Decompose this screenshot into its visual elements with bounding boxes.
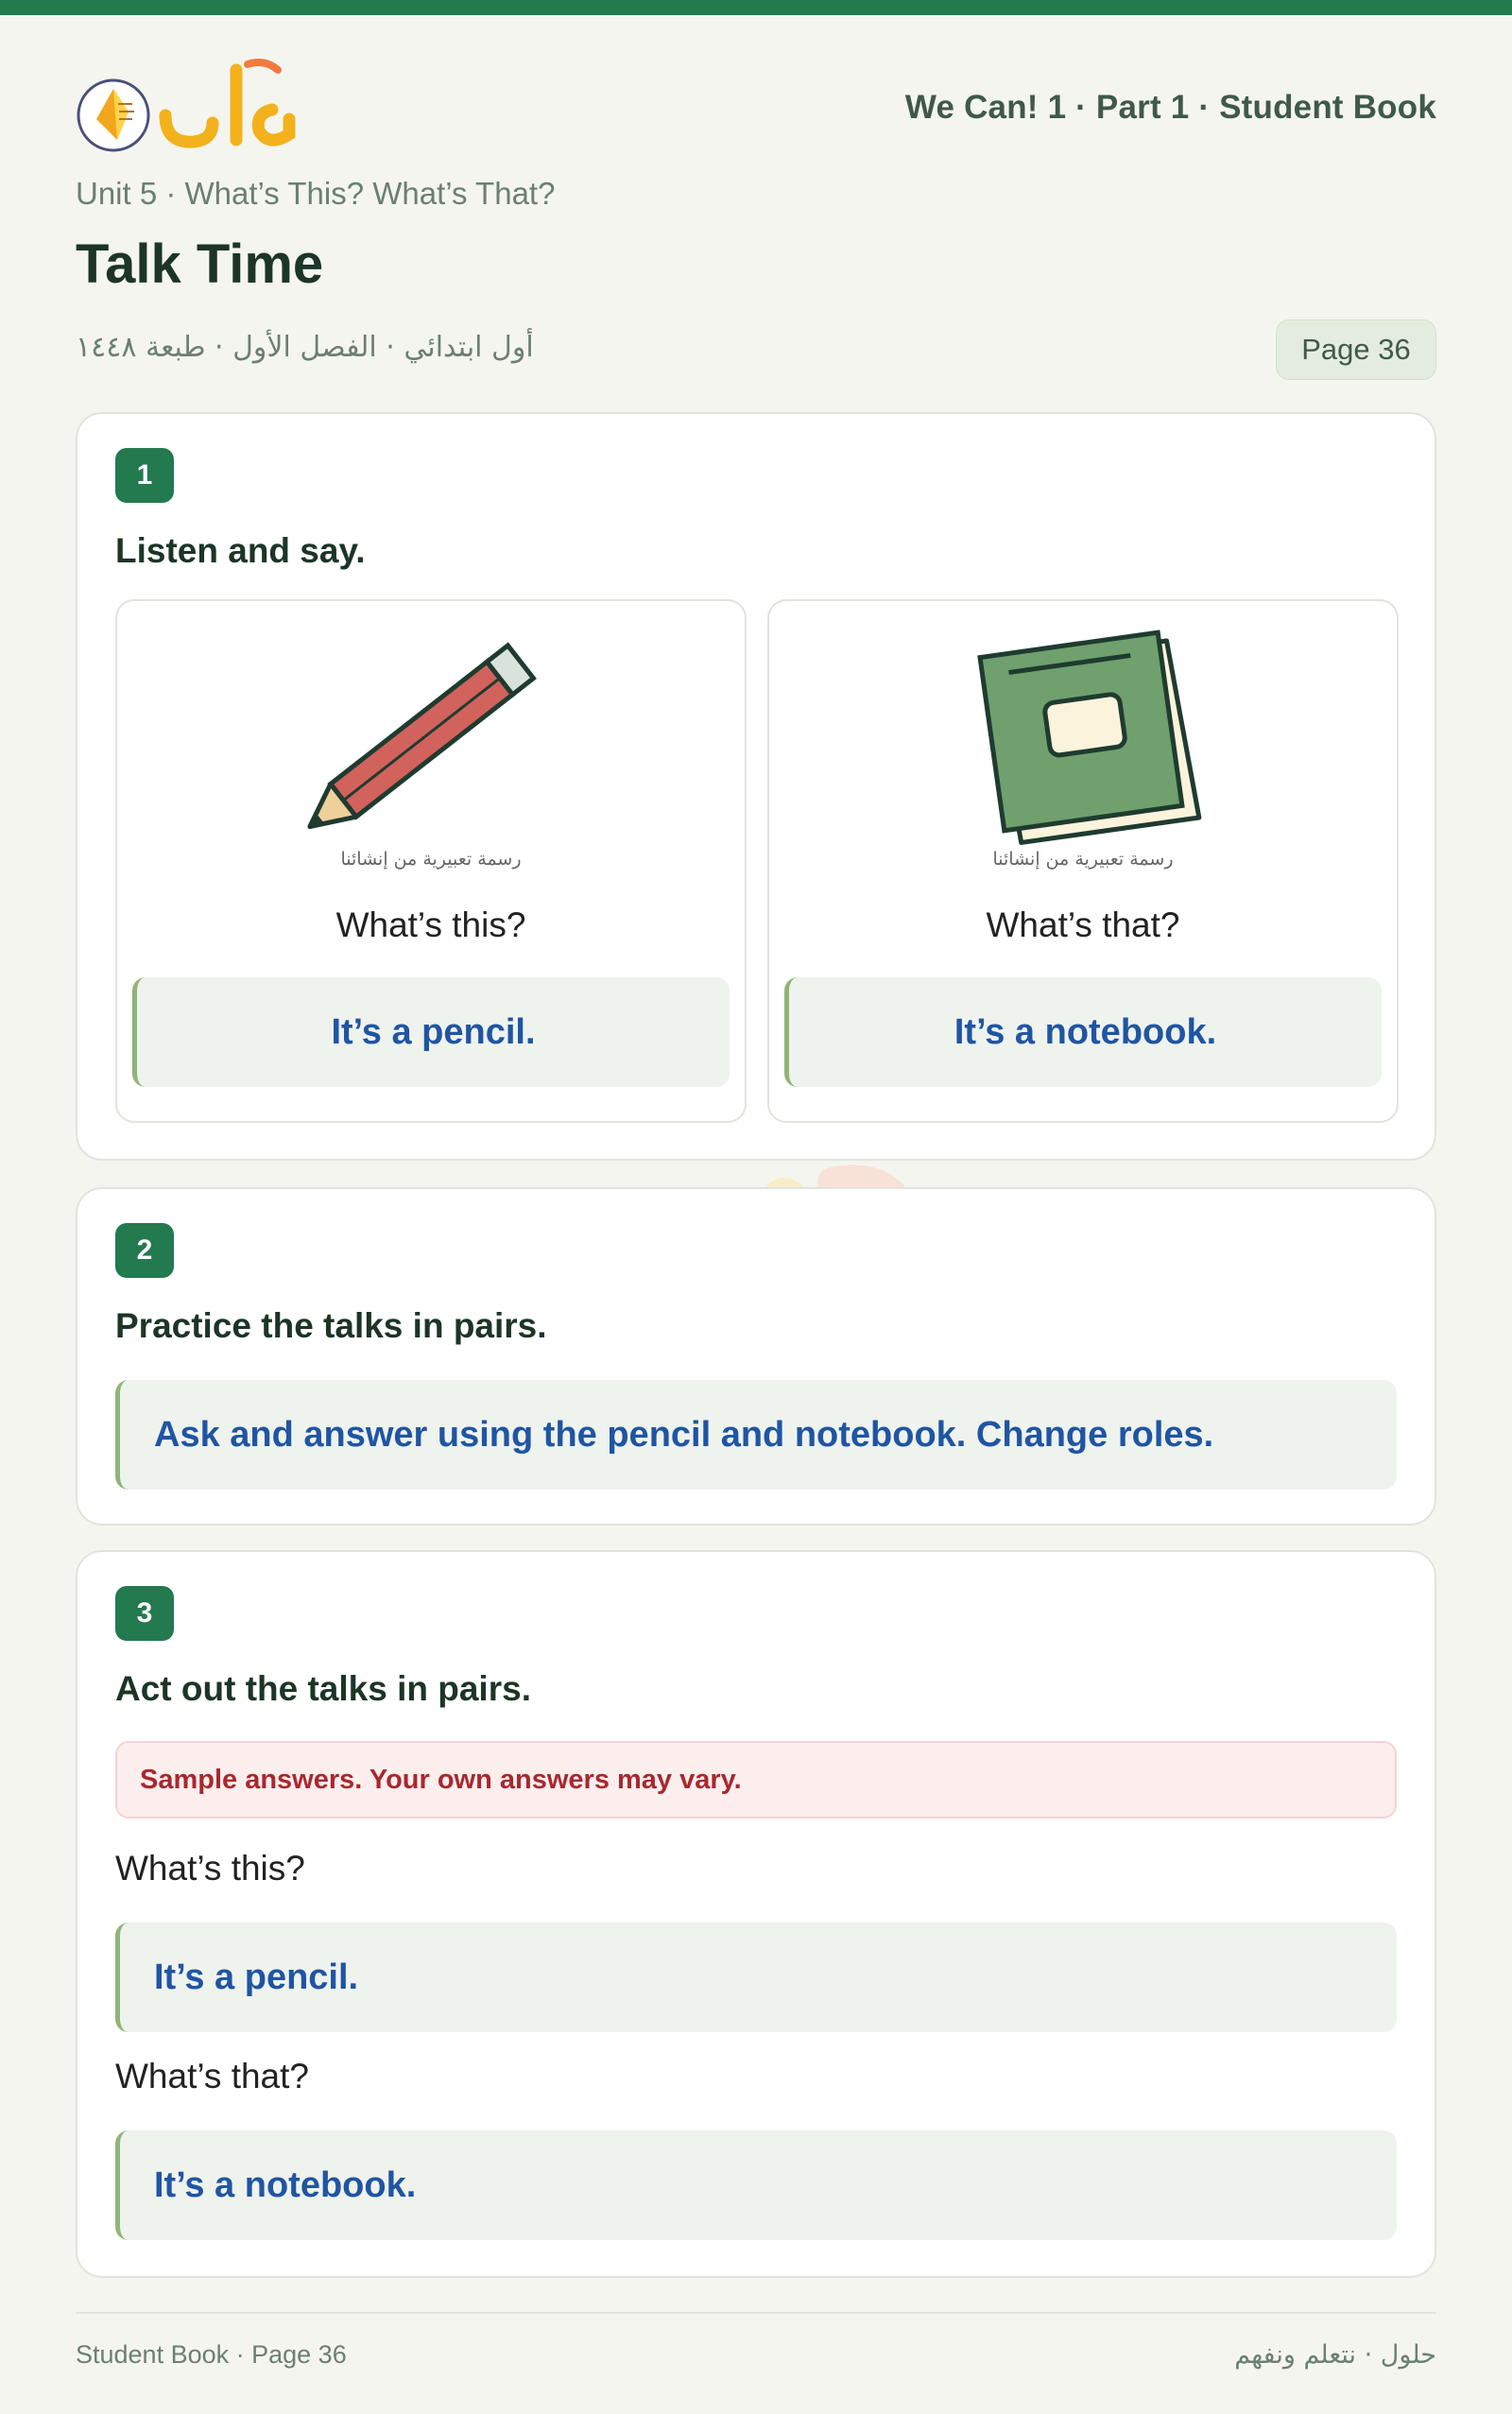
dialogue-answer: It’s a pencil. [115, 1923, 1397, 2032]
card-question: What’s this? [335, 905, 526, 944]
page-header [76, 57, 1436, 170]
unit-line: Unit 5 · What’s This? What’s That? [76, 176, 556, 211]
page-title: Talk Time [76, 233, 324, 295]
exercise-instruction: Listen and say. [115, 531, 366, 570]
exercise-number: 3 [115, 1586, 174, 1641]
picture-card-pencil [115, 599, 747, 1123]
card-answer: It’s a notebook. [784, 977, 1382, 1087]
sample-answers-note: Sample answers. Your own answers may vary. [115, 1741, 1397, 1819]
book-title: We Can! 1 · Part 1 · Student Book [904, 89, 1436, 126]
card-answer: It’s a pencil. [132, 977, 730, 1087]
footer-divider [76, 2312, 1436, 2314]
dialogue-question: What’s this? [115, 1849, 305, 1888]
footer-brand-tagline: حلول · نتعلم ونفهم [1234, 2340, 1436, 2370]
notebook-icon [769, 601, 1400, 847]
image-caption: رسمة تعبيرية من إنشائنا [992, 849, 1174, 870]
exercise-instruction: Practice the talks in pairs. [115, 1306, 547, 1345]
top-accent-bar [0, 0, 1512, 15]
exercise-2 [76, 1187, 1436, 1526]
exercise-instruction: Act out the talks in pairs. [115, 1669, 531, 1708]
exercise-number: 2 [115, 1223, 174, 1278]
exercise-3 [76, 1550, 1436, 2278]
exercise-number: 1 [115, 448, 174, 503]
page-number-badge: Page 36 [1276, 319, 1436, 380]
exercise-1 [76, 412, 1436, 1161]
arabic-subtitle: أول ابتدائي · الفصل الأول · طبعة ١٤٤٨ [76, 331, 534, 364]
dialogue-question: What’s that? [115, 2057, 309, 2095]
pencil-icon [117, 601, 748, 847]
card-question: What’s that? [986, 905, 1180, 944]
practice-note: Ask and answer using the pencil and notebook. Change roles. [115, 1380, 1397, 1490]
dialogue-answer: It’s a notebook. [115, 2130, 1397, 2240]
footer-page-info: Student Book · Page 36 [76, 2340, 347, 2369]
brand-logo [76, 57, 321, 161]
image-caption: رسمة تعبيرية من إنشائنا [340, 849, 522, 870]
picture-card-notebook [767, 599, 1399, 1123]
